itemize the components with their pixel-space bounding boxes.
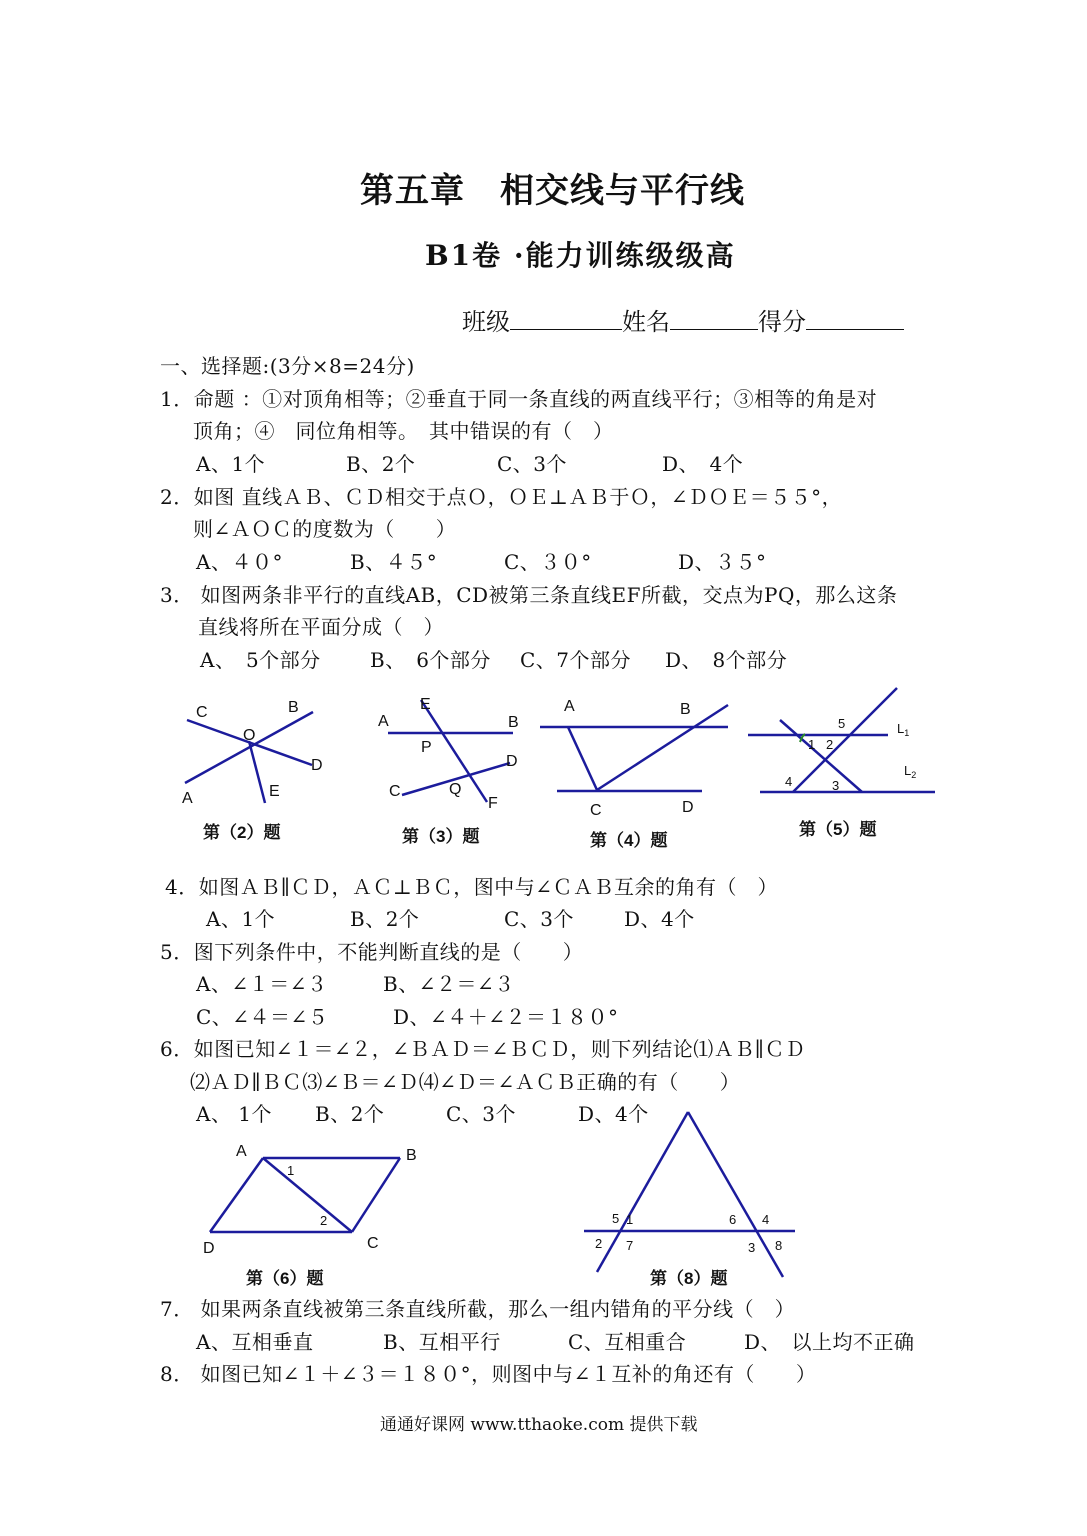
q6-option-d[interactable]: D、4个 <box>578 1102 649 1126</box>
q1-line1: 1．命题 ：①对顶角相等；②垂直于同一条直线的两直线平行；③相等的角是对 <box>160 387 878 411</box>
name-label: 姓名 <box>622 308 670 336</box>
fig5-label-4: 4 <box>785 774 793 789</box>
fig6-label-d: D <box>203 1240 215 1257</box>
fig3-caption: 第（3）题 <box>402 827 480 846</box>
q5-option-b[interactable]: B、∠２＝∠３ <box>383 972 515 996</box>
q3-line1: 3． 如图两条非平行的直线AB，CD被第三条直线EF所截，交点为PQ，那么这条 <box>160 583 898 607</box>
q7-line1: 7． 如果两条直线被第三条直线所截，那么一组内错角的平分线（ ） <box>160 1297 796 1321</box>
q2-option-b[interactable]: B、４５° <box>350 550 438 574</box>
fig5-label-l2-letter: L <box>904 763 912 778</box>
fig4-segment-ac <box>568 727 597 790</box>
q5-option-c[interactable]: C、∠４＝∠５ <box>196 1005 329 1029</box>
section-heading: 一、选择题:(3分×8=24分) <box>160 354 415 378</box>
q6-line1: 6．如图已知∠１＝∠２，∠ＢＡＤ＝∠ＢＣＤ，则下列结论⑴ＡＢ∥ＣＤ <box>160 1037 806 1061</box>
q3-line2: 直线将所在平面分成（ ） <box>198 615 444 639</box>
fig3-label-q: Q <box>449 781 462 798</box>
q6-option-c[interactable]: C、3个 <box>446 1102 517 1126</box>
q6-option-a[interactable]: A、 1个 <box>196 1102 273 1126</box>
fig5-caption: 第（5）题 <box>799 820 877 839</box>
class-blank[interactable] <box>510 307 622 330</box>
q4-option-d[interactable]: D、4个 <box>624 907 695 931</box>
q1-option-d[interactable]: D、 4个 <box>662 452 744 476</box>
class-label: 班级 <box>462 308 510 336</box>
fig8-label-8: 8 <box>775 1238 783 1253</box>
fig5-label-3: 3 <box>832 778 840 793</box>
fig2-ray-oe <box>249 741 265 803</box>
fig5-transversal-2 <box>780 720 862 792</box>
q3-option-c[interactable]: C、7个部分 <box>520 648 632 672</box>
fig5-label-l1-letter: L <box>897 721 905 736</box>
fig3-label-b: B <box>508 714 519 731</box>
fig2-caption: 第（2）题 <box>203 823 281 842</box>
page-title: 第五章 相交线与平行线 <box>360 171 745 211</box>
q5-line1: 5．图下列条件中，不能判断直线的是（ ） <box>160 940 584 964</box>
fig6-diagonal-ac <box>263 1158 352 1232</box>
q1-line2: 顶角；④ 同位角相等。 其中错误的有（ ） <box>193 419 614 443</box>
fig8-label-4: 4 <box>762 1212 770 1227</box>
fig3-label-f: F <box>488 795 498 812</box>
fig3-label-c: C <box>389 783 401 800</box>
q2-option-a[interactable]: A、４０° <box>196 550 283 574</box>
student-info-row <box>462 302 904 337</box>
q3-option-b[interactable]: B、 6个部分 <box>370 648 491 672</box>
fig8-label-2: 2 <box>595 1236 603 1251</box>
page-footer: 通通好课网 www.tthaoke.com 提供下载 <box>380 1415 698 1435</box>
fig6-label-a: A <box>236 1143 247 1160</box>
fig8-caption: 第（8）题 <box>650 1269 728 1288</box>
fig4-label-d: D <box>682 799 694 816</box>
fig6-caption: 第（6）题 <box>246 1269 324 1288</box>
q7-option-d[interactable]: D、 以上均不正确 <box>744 1330 915 1354</box>
fig2-label-o: O <box>243 727 256 744</box>
fig6-label-b: B <box>406 1147 417 1164</box>
q7-option-a[interactable]: A、互相垂直 <box>196 1330 314 1354</box>
q4-option-b[interactable]: B、2个 <box>350 907 420 931</box>
fig2-label-b: B <box>288 699 299 716</box>
fig4-label-b: B <box>680 701 691 718</box>
fig5-label-l1-sub: 1 <box>904 728 910 738</box>
fig5-label-l2 <box>904 763 916 780</box>
q5-option-d[interactable]: D、∠４＋∠２＝１８０° <box>393 1005 619 1029</box>
fig2-label-e: E <box>269 783 280 800</box>
fig2-label-d: D <box>311 757 323 774</box>
q6-option-b[interactable]: B、2个 <box>315 1102 385 1126</box>
q2-option-d[interactable]: D、３５° <box>678 550 767 574</box>
fig4-segment-cb <box>597 705 728 790</box>
q3-option-a[interactable]: A、 5个部分 <box>200 648 321 672</box>
fig8-label-7: 7 <box>626 1238 634 1253</box>
q4-option-a[interactable]: A、1个 <box>206 907 276 931</box>
fig2-line-ab <box>185 712 313 783</box>
fig3-label-e: E <box>420 696 431 713</box>
fig8-label-3: 3 <box>748 1240 756 1255</box>
fig6-side-da <box>210 1158 263 1232</box>
fig5-label-l1 <box>897 721 909 738</box>
q2-line1: 2．如图 直线ＡＢ、ＣＤ相交于点Ｏ，ＯＥ⊥ＡＢ于Ｏ，∠ＤＯＥ＝５５°， <box>160 485 843 509</box>
q8-line1: 8． 如图已知∠１＋∠３＝１８０°，则图中与∠１互补的角还有（ ） <box>160 1362 817 1386</box>
q4-option-c[interactable]: C、3个 <box>504 907 575 931</box>
q6-line2: ⑵ＡＤ∥ＢＣ⑶∠Ｂ＝∠Ｄ⑷∠Ｄ＝∠ＡＣＢ正确的有（ ） <box>190 1070 741 1094</box>
q7-option-c[interactable]: C、互相重合 <box>568 1330 687 1354</box>
fig2-label-a: A <box>182 790 193 807</box>
q7-option-b[interactable]: B、互相平行 <box>383 1330 501 1354</box>
figures-row2 <box>190 1105 810 1290</box>
score-label: 得分 <box>758 308 806 336</box>
fig5-label-5: 5 <box>838 716 846 731</box>
page-subtitle: B1卷 ·能力训练级级高 <box>425 239 736 272</box>
fig8-label-5: 5 <box>612 1211 620 1226</box>
name-blank[interactable] <box>670 307 758 330</box>
fig8-label-6: 6 <box>729 1212 737 1227</box>
fig4-label-c: C <box>590 802 602 819</box>
fig3-label-d: D <box>506 753 518 770</box>
fig5-label-1: 1 <box>808 737 816 752</box>
fig4-label-a: A <box>564 698 575 715</box>
fig2-label-c: C <box>196 704 208 721</box>
score-blank[interactable] <box>806 307 904 330</box>
fig8-label-1: 1 <box>626 1212 634 1227</box>
fig8-right-line <box>688 1112 783 1277</box>
fig3-label-p: P <box>421 739 432 756</box>
q1-option-c[interactable]: C、3个 <box>497 452 568 476</box>
q2-line2: 则∠ＡＯＣ的度数为（ ） <box>193 517 457 541</box>
q3-option-d[interactable]: D、 8个部分 <box>665 648 788 672</box>
q1-option-b[interactable]: B、2个 <box>346 452 416 476</box>
fig6-label-2: 2 <box>320 1213 328 1228</box>
fig5-label-2: 2 <box>826 737 834 752</box>
q5-option-a[interactable]: A、∠１＝∠３ <box>196 972 328 996</box>
q2-option-c[interactable]: C、３０° <box>504 550 592 574</box>
fig6-label-1: 1 <box>287 1163 295 1178</box>
fig6-label-c: C <box>367 1235 379 1252</box>
fig5-label-l2-sub: 2 <box>911 770 917 780</box>
fig8-left-line <box>597 1112 688 1272</box>
q4-line1: 4．如图ＡＢ∥ＣＤ，ＡＣ⊥ＢＣ，图中与∠ＣＡＢ互余的角有（ ） <box>165 875 779 899</box>
fig4-caption: 第（4）题 <box>590 831 668 850</box>
fig3-label-a: A <box>378 713 389 730</box>
fig6-side-bc <box>352 1158 400 1232</box>
q1-option-a[interactable]: A、1个 <box>196 452 266 476</box>
